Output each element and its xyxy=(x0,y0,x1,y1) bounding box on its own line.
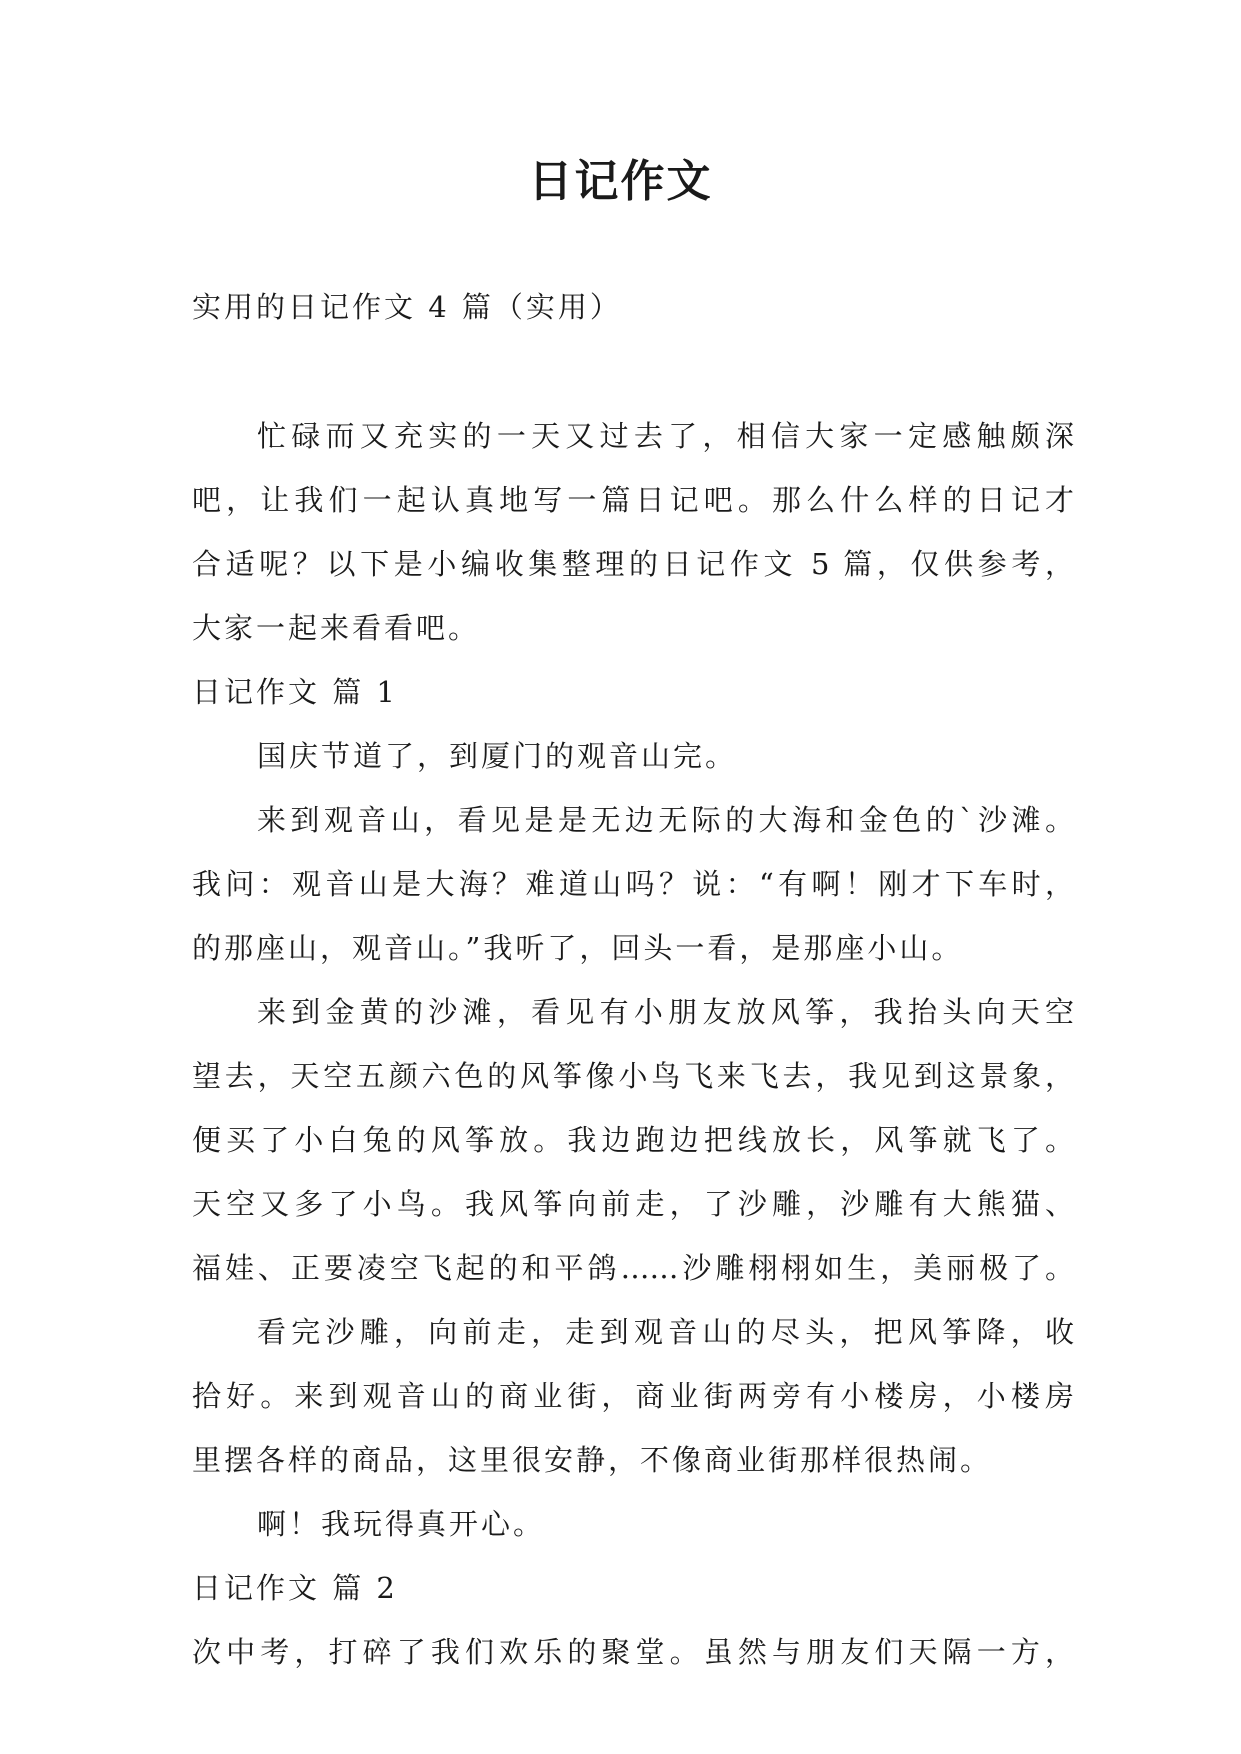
paragraph-line: 合适呢？以下是小编收集整理的日记作文 5 篇，仅供参考， xyxy=(192,547,1074,581)
paragraph-line: 我问：观音山是大海？难道山吗？说：“有啊！刚才下车时， xyxy=(192,867,1074,901)
paragraph-line: 啊！我玩得真开心。 xyxy=(257,1507,546,1541)
section-heading: 日记作文 篇 1 xyxy=(192,675,398,709)
paragraph-line: 便买了小白兔的风筝放。我边跑边把线放长，风筝就飞了。 xyxy=(192,1123,1074,1157)
document-subtitle: 实用的日记作文 4 篇（实用） xyxy=(192,290,622,324)
document-body xyxy=(192,404,1074,1684)
paragraph-line: 望去，天空五颜六色的风筝像小鸟飞来飞去，我见到这景象， xyxy=(192,1059,1074,1093)
paragraph-line: 吧，让我们一起认真地写一篇日记吧。那么什么样的日记才 xyxy=(192,483,1074,517)
section-heading: 日记作文 篇 2 xyxy=(192,1571,398,1605)
paragraph-line: 拾好。来到观音山的商业街，商业街两旁有小楼房，小楼房 xyxy=(192,1379,1074,1413)
paragraph-line: 忙碌而又充实的一天又过去了，相信大家一定感触颇深 xyxy=(257,419,1074,453)
paragraph-line: 来到观音山，看见是是无边无际的大海和金色的`沙滩。 xyxy=(257,803,1074,837)
paragraph-line: 天空又多了小鸟。我风筝向前走，了沙雕，沙雕有大熊猫、 xyxy=(192,1187,1074,1221)
paragraph-line: 的那座山，观音山。”我听了，回头一看，是那座小山。 xyxy=(192,931,964,965)
paragraph-line: 看完沙雕，向前走，走到观音山的尽头，把风筝降，收 xyxy=(257,1315,1074,1349)
paragraph-line: 福娃、正要凌空飞起的和平鸽……沙雕栩栩如生，美丽极了。 xyxy=(192,1251,1074,1285)
paragraph-line: 里摆各样的商品，这里很安静，不像商业街那样很热闹。 xyxy=(192,1443,993,1477)
paragraph-line: 大家一起来看看吧。 xyxy=(192,611,481,645)
document-title: 日记作文 xyxy=(528,156,713,207)
paragraph-line: 次中考，打碎了我们欢乐的聚堂。虽然与朋友们天隔一方， xyxy=(192,1635,1074,1669)
paragraph-line: 来到金黄的沙滩，看见有小朋友放风筝，我抬头向天空 xyxy=(257,995,1074,1029)
paragraph-line: 国庆节道了，到厦门的观音山完。 xyxy=(257,739,738,773)
